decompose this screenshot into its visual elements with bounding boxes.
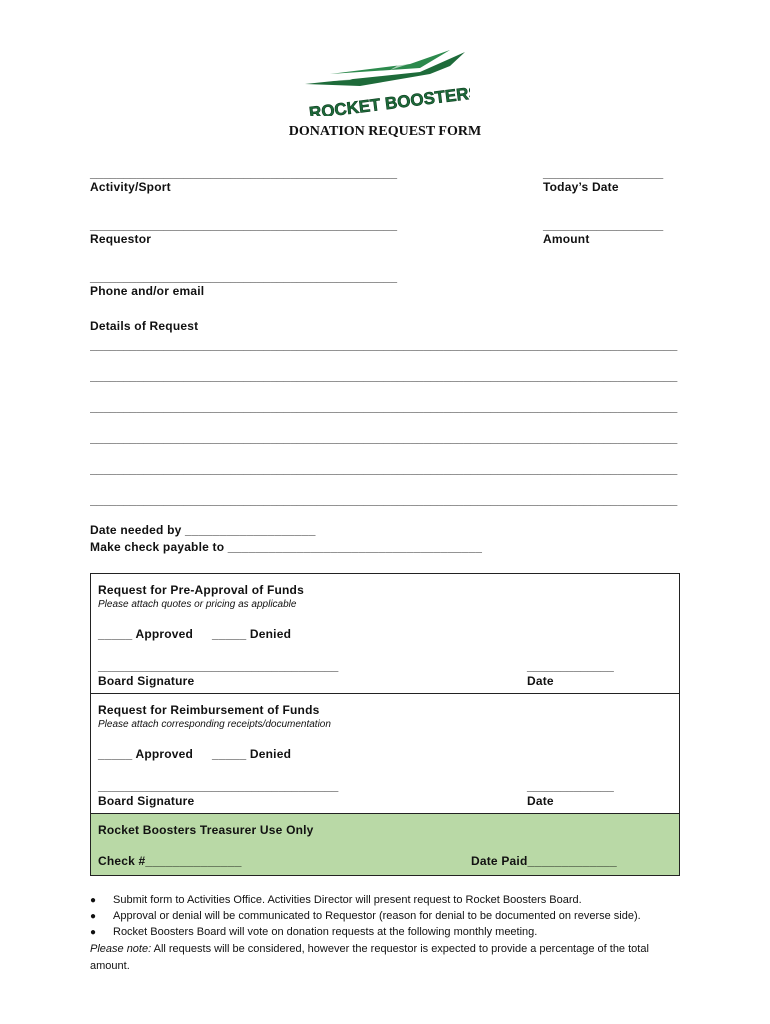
page-title: DONATION REQUEST FORM: [288, 124, 482, 139]
reimbursement-date-label: Date: [527, 794, 554, 808]
requestor-blank[interactable]: ______________________________________________: [90, 218, 397, 232]
preapproval-section: [90, 573, 680, 694]
rocket-boosters-logo: [300, 44, 470, 116]
instruction-item: Rocket Boosters Board will vote on donation requests at the following monthly meeting.: [113, 926, 538, 938]
instruction-item: Approval or denial will be communicated to Requestor (reason for denial to be documented on reverse side).: [113, 910, 641, 922]
date-needed-field[interactable]: Date needed by ___________________: [90, 523, 316, 537]
reimbursement-approved[interactable]: _____ Approved: [98, 747, 194, 761]
preapproval-signature-blank[interactable]: ____________________________________: [98, 659, 339, 673]
rocket-icon: [300, 44, 470, 116]
bullet-icon: ●: [90, 895, 97, 906]
reimbursement-date-blank[interactable]: _____________: [527, 779, 614, 793]
reimbursement-signature-blank[interactable]: ____________________________________: [98, 779, 339, 793]
reimbursement-heading: Request for Reimbursement of Funds: [98, 703, 320, 717]
requestor-label: Requestor: [90, 232, 152, 246]
logo-text: ROCKET BOOSTERS: [308, 82, 470, 116]
preapproval-heading: Request for Pre-Approval of Funds: [98, 583, 304, 597]
preapproval-approved[interactable]: _____ Approved: [98, 627, 194, 641]
instruction-item: Submit form to Activities Office. Activities Director will present request to Rocket Boosters Board.: [113, 894, 582, 906]
reimbursement-note: Please attach corresponding receipts/documentation: [98, 719, 331, 730]
preapproval-note: Please attach quotes or pricing as applicable: [98, 599, 297, 610]
details-line[interactable]: ________________________________________________________________________________________: [90, 338, 678, 352]
note-continuation: amount.: [90, 960, 130, 972]
details-line[interactable]: ________________________________________________________________________________________: [90, 369, 678, 383]
date-paid-field[interactable]: Date Paid_____________: [471, 854, 617, 868]
preapproval-date-blank[interactable]: _____________: [527, 659, 614, 673]
preapproval-signature-label: Board Signature: [98, 674, 195, 688]
phone-blank[interactable]: ______________________________________________: [90, 270, 397, 284]
details-line[interactable]: ________________________________________________________________________________________: [90, 493, 678, 507]
activity-label: Activity/Sport: [90, 180, 171, 194]
phone-label: Phone and/or email: [90, 284, 205, 298]
preapproval-denied[interactable]: _____ Denied: [212, 627, 292, 641]
note-text: [90, 943, 649, 955]
note-prefix: Please note:: [90, 943, 152, 955]
todays-date-label: Today’s Date: [543, 180, 619, 194]
amount-blank[interactable]: __________________: [543, 218, 664, 232]
activity-blank[interactable]: ______________________________________________: [90, 166, 397, 180]
details-line[interactable]: ________________________________________________________________________________________: [90, 400, 678, 414]
note-body: All requests will be considered, however the requestor is expected to provide a percentage of the total: [151, 943, 649, 955]
check-number-field[interactable]: Check #______________: [98, 854, 242, 868]
details-line[interactable]: ________________________________________________________________________________________: [90, 431, 678, 445]
reimbursement-denied[interactable]: _____ Denied: [212, 747, 292, 761]
treasurer-section: [90, 813, 680, 876]
details-line[interactable]: ________________________________________________________________________________________: [90, 462, 678, 476]
bullet-icon: ●: [90, 911, 97, 922]
reimbursement-signature-label: Board Signature: [98, 794, 195, 808]
treasurer-heading: Rocket Boosters Treasurer Use Only: [98, 823, 314, 837]
preapproval-date-label: Date: [527, 674, 554, 688]
amount-label: Amount: [543, 232, 590, 246]
make-check-field[interactable]: Make check payable to _____________________________________: [90, 540, 483, 554]
date-blank[interactable]: __________________: [543, 166, 664, 180]
details-label: Details of Request: [90, 319, 199, 333]
reimbursement-section: [90, 693, 680, 814]
bullet-icon: ●: [90, 927, 97, 938]
